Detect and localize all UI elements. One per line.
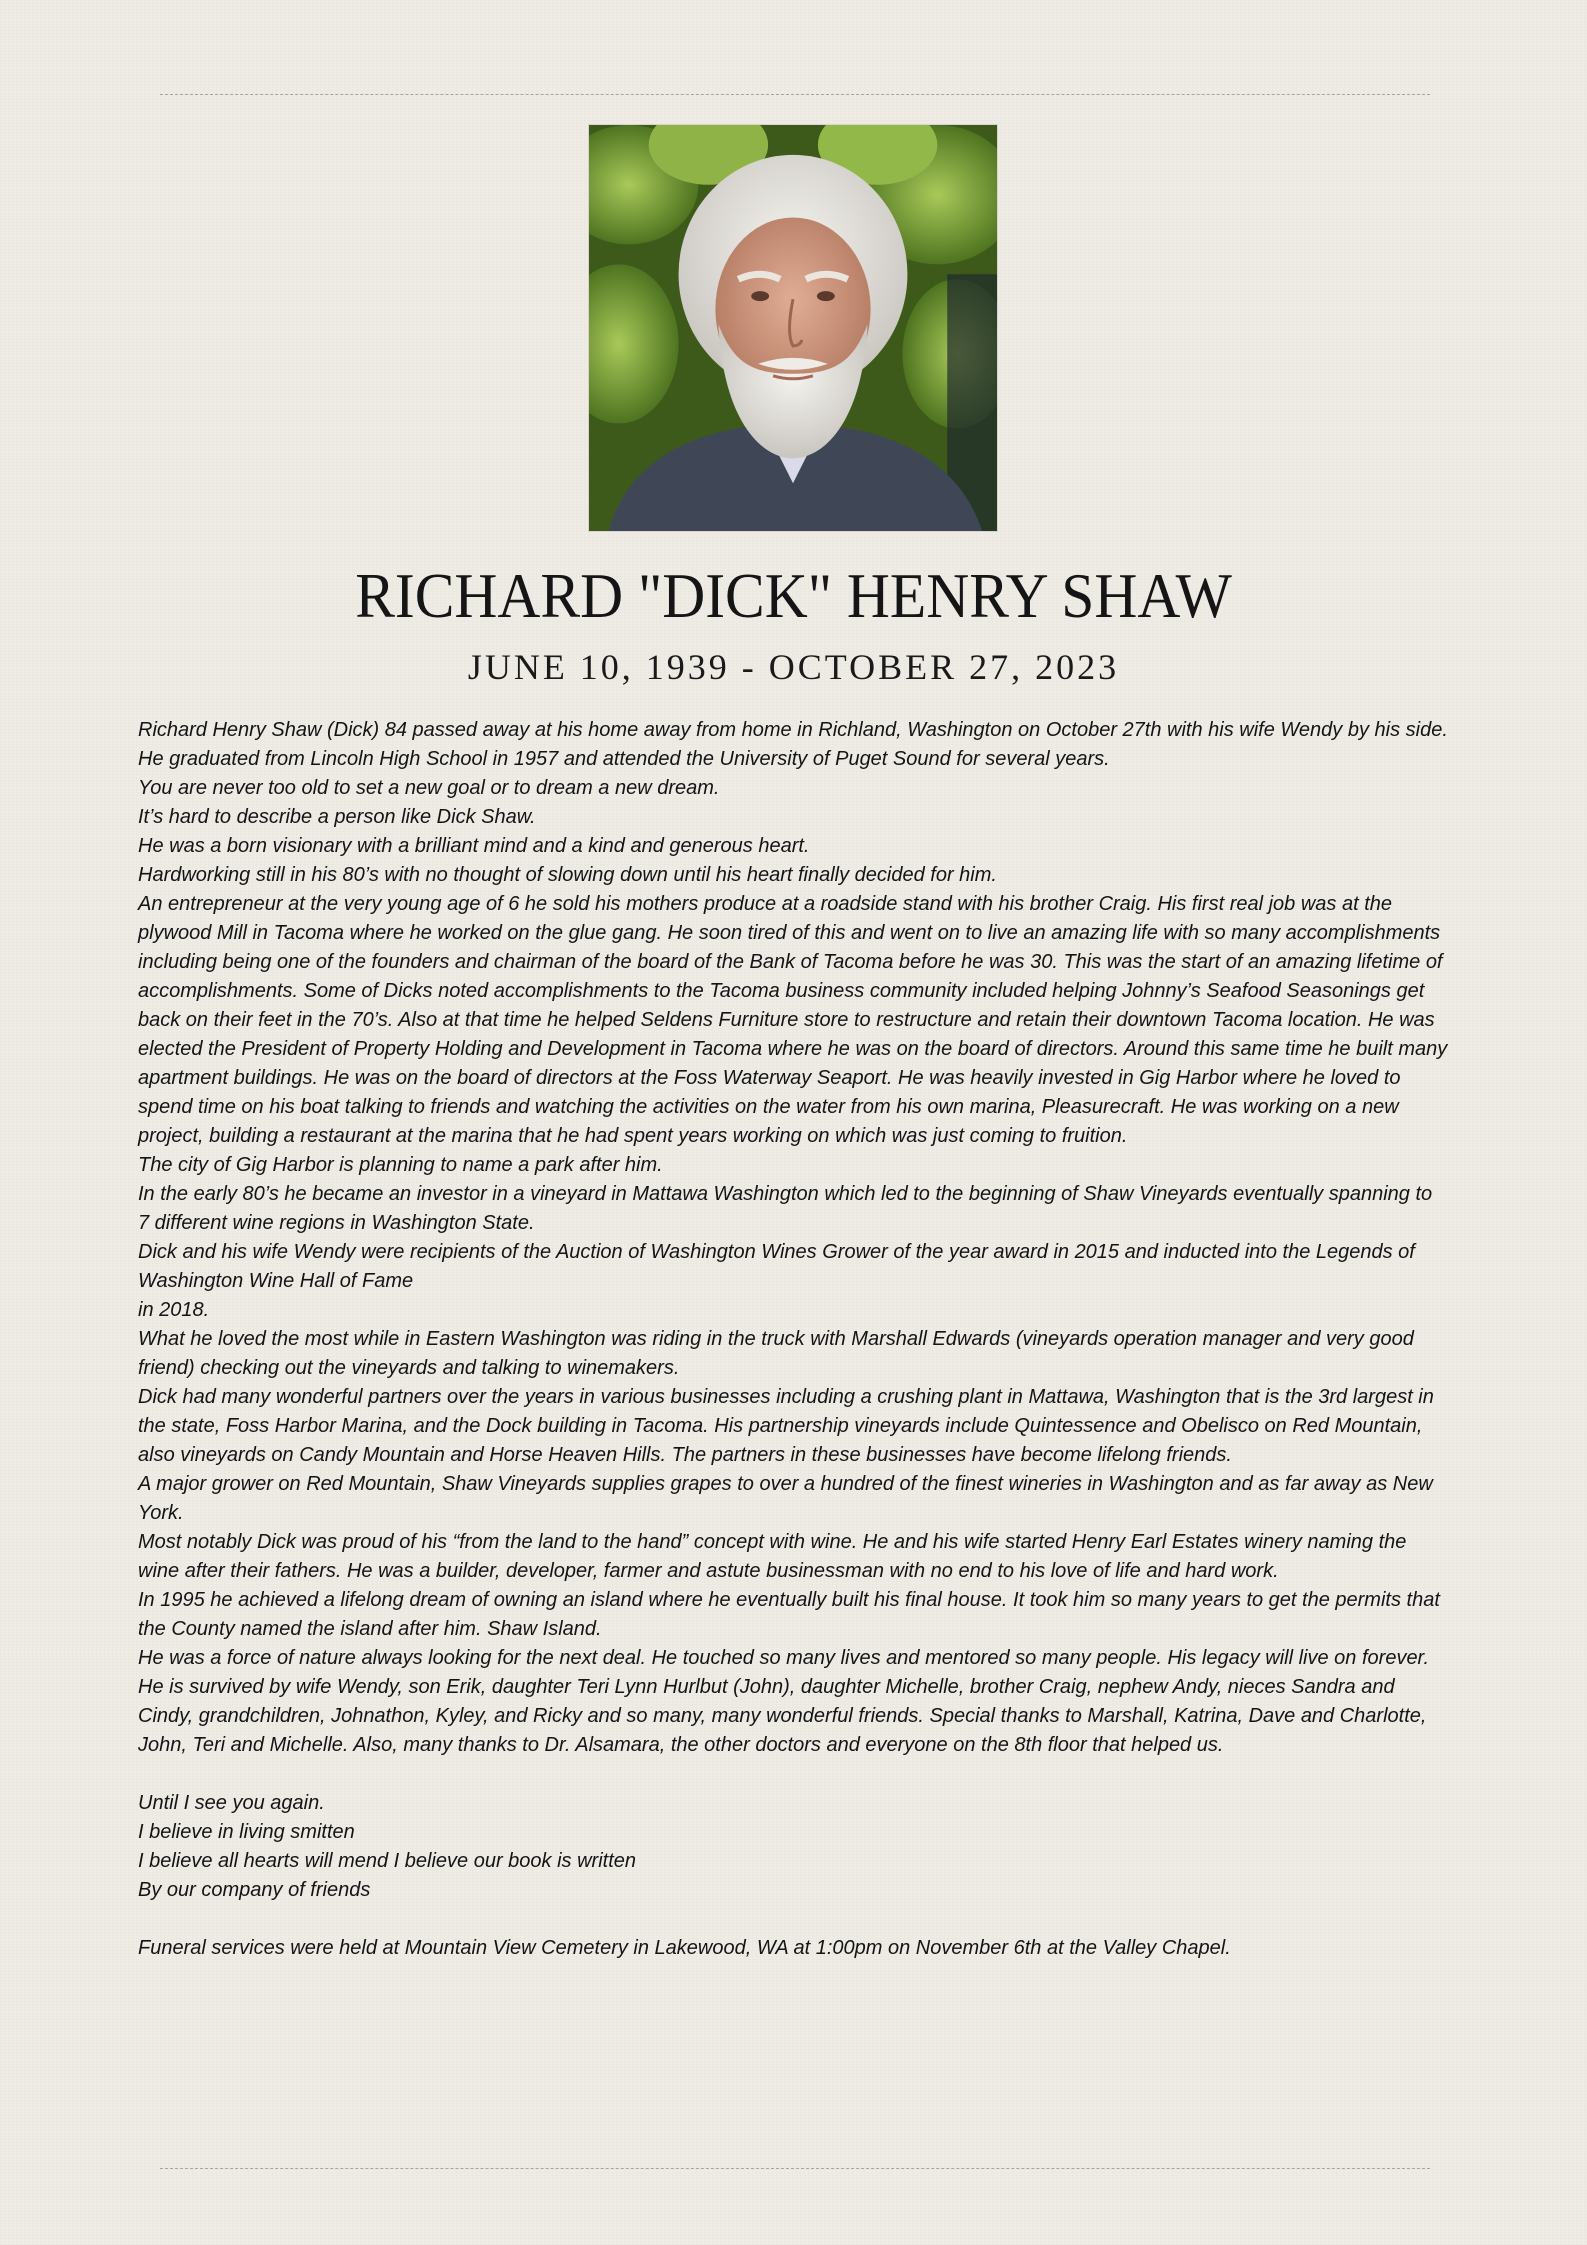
paragraph: He graduated from Lincoln High School in 1957 and attended the University of Puget Sound for several years. (138, 748, 1110, 770)
paragraph: An entrepreneur at the very young age of 6 he sold his mothers produce at a roadside stand with his brother Craig. His first real job was at the plywood Mill in Tacoma where he worked on the glue gang. He soon tired of this and went on to live an amazing life with so many accomplishments including being one of the founders and chairman of the board of the Bank of Tacoma before he was 30. This was the start of an amazing lifetime of accomplishments. Some of Dicks noted accomplishments to the Tacoma business community included helping Johnny’s Seafood Seasonings get back on their feet in the 70’s. Also at that time he helped Seldens Furniture store to restructure and retain their downtown Tacoma location. He was elected the President of Property Holding and Development in Tacoma where he was on the board of directors. Around this same time he built many apartment buildings. He was on the board of directors at the Foss Waterway Seaport. He was heavily invested in Gig Harbor where he loved to spend time on his boat talking to friends and watching the activities on the water from his own marina, Pleasurecraft. He was working on a new project, building a restaurant at the marina that he had spent years working on which was just coming to fruition. (138, 893, 1448, 1147)
paragraph: He is survived by wife Wendy, son Erik, daughter Teri Lynn Hurlbut (John), daughter Michelle, brother Craig, nephew Andy, nieces Sandra and Cindy, grandchildren, Johnathon, Kyley, and Ricky and so many, many wonderful friends. Special thanks to Marshall, Katrina, Dave and Charlotte, John, Teri and Michelle. Also, many thanks to Dr. Alsamara, the other doctors and everyone on the 8th floor that helped us. (138, 1676, 1427, 1756)
poem-line: I believe in living smitten (138, 1821, 355, 1843)
portrait-photo (588, 124, 998, 532)
top-divider (160, 94, 1430, 95)
paragraph: You are never too old to set a new goal or to dream a new dream. (138, 777, 720, 799)
portrait-photo-icon (589, 125, 997, 531)
paragraph: Most notably Dick was proud of his “from the land to the hand” concept with wine. He and his wife started Henry Earl Estates winery naming the wine after their fathers. He was a builder, developer, farmer and astute businessman with no end to his love of life and hard work. (138, 1531, 1407, 1582)
paragraph: Dick had many wonderful partners over the years in various businesses including a crushing plant in Mattawa, Washington that is the 3rd largest in the state, Foss Harbor Marina, and the Dock building in Tacoma. His partnership vineyards include Quintessence and Obelisco on Red Mountain, also vineyards on Candy Mountain and Horse Heaven Hills. The partners in these businesses have become lifelong friends. (138, 1386, 1434, 1466)
paragraph: in 2018. (138, 1299, 210, 1321)
paragraph: Dick and his wife Wendy were recipients of the Auction of Washington Wines Grower of the year award in 2015 and inducted into the Legends of Washington Wine Hall of Fame (138, 1241, 1415, 1292)
paragraph: Richard Henry Shaw (Dick) 84 passed away at his home away from home in Richland, Washington on October 27th with his wife Wendy by his side. (138, 719, 1448, 741)
funeral-services: Funeral services were held at Mountain View Cemetery in Lakewood, WA at 1:00pm on November 6th at the Valley Chapel. (138, 1937, 1231, 1959)
paragraph: He was a born visionary with a brilliant mind and a kind and generous heart. (138, 835, 810, 857)
deceased-name: RICHARD "DICK" HENRY SHAW (355, 560, 1232, 631)
life-dates: JUNE 10, 1939 - OCTOBER 27, 2023 (467, 647, 1120, 687)
poem-line: By our company of friends (138, 1879, 371, 1901)
paragraph: In 1995 he achieved a lifelong dream of owning an island where he eventually built his final house. It took him so many years to get the permits that the County named the island after him. Shaw Island. (138, 1589, 1440, 1640)
bottom-divider (160, 2168, 1430, 2169)
paragraph: A major grower on Red Mountain, Shaw Vineyards supplies grapes to over a hundred of the finest wineries in Washington and as far away as New York. (138, 1473, 1433, 1524)
poem-line: I believe all hearts will mend I believe our book is written (138, 1850, 637, 1872)
paragraph: In the early 80’s he became an investor in a vineyard in Mattawa Washington which led to the beginning of Shaw Vineyards eventually spanning to 7 different wine regions in Washington State. (138, 1183, 1433, 1234)
paragraph: The city of Gig Harbor is planning to name a park after him. (138, 1154, 663, 1176)
paragraph: He was a force of nature always looking for the next deal. He touched so many lives and mentored so many people. His legacy will live on forever. (138, 1647, 1430, 1669)
paragraph: It’s hard to describe a person like Dick Shaw. (138, 806, 536, 828)
paragraph: What he loved the most while in Eastern Washington was riding in the truck with Marshall Edwards (vineyards operation manager and very good friend) checking out the vineyards and talking to winemakers. (138, 1328, 1414, 1379)
paragraph: Hardworking still in his 80’s with no thought of slowing down until his heart finally decided for him. (138, 864, 997, 886)
obituary-text (138, 716, 1448, 1963)
poem-line: Until I see you again. (138, 1792, 325, 1814)
